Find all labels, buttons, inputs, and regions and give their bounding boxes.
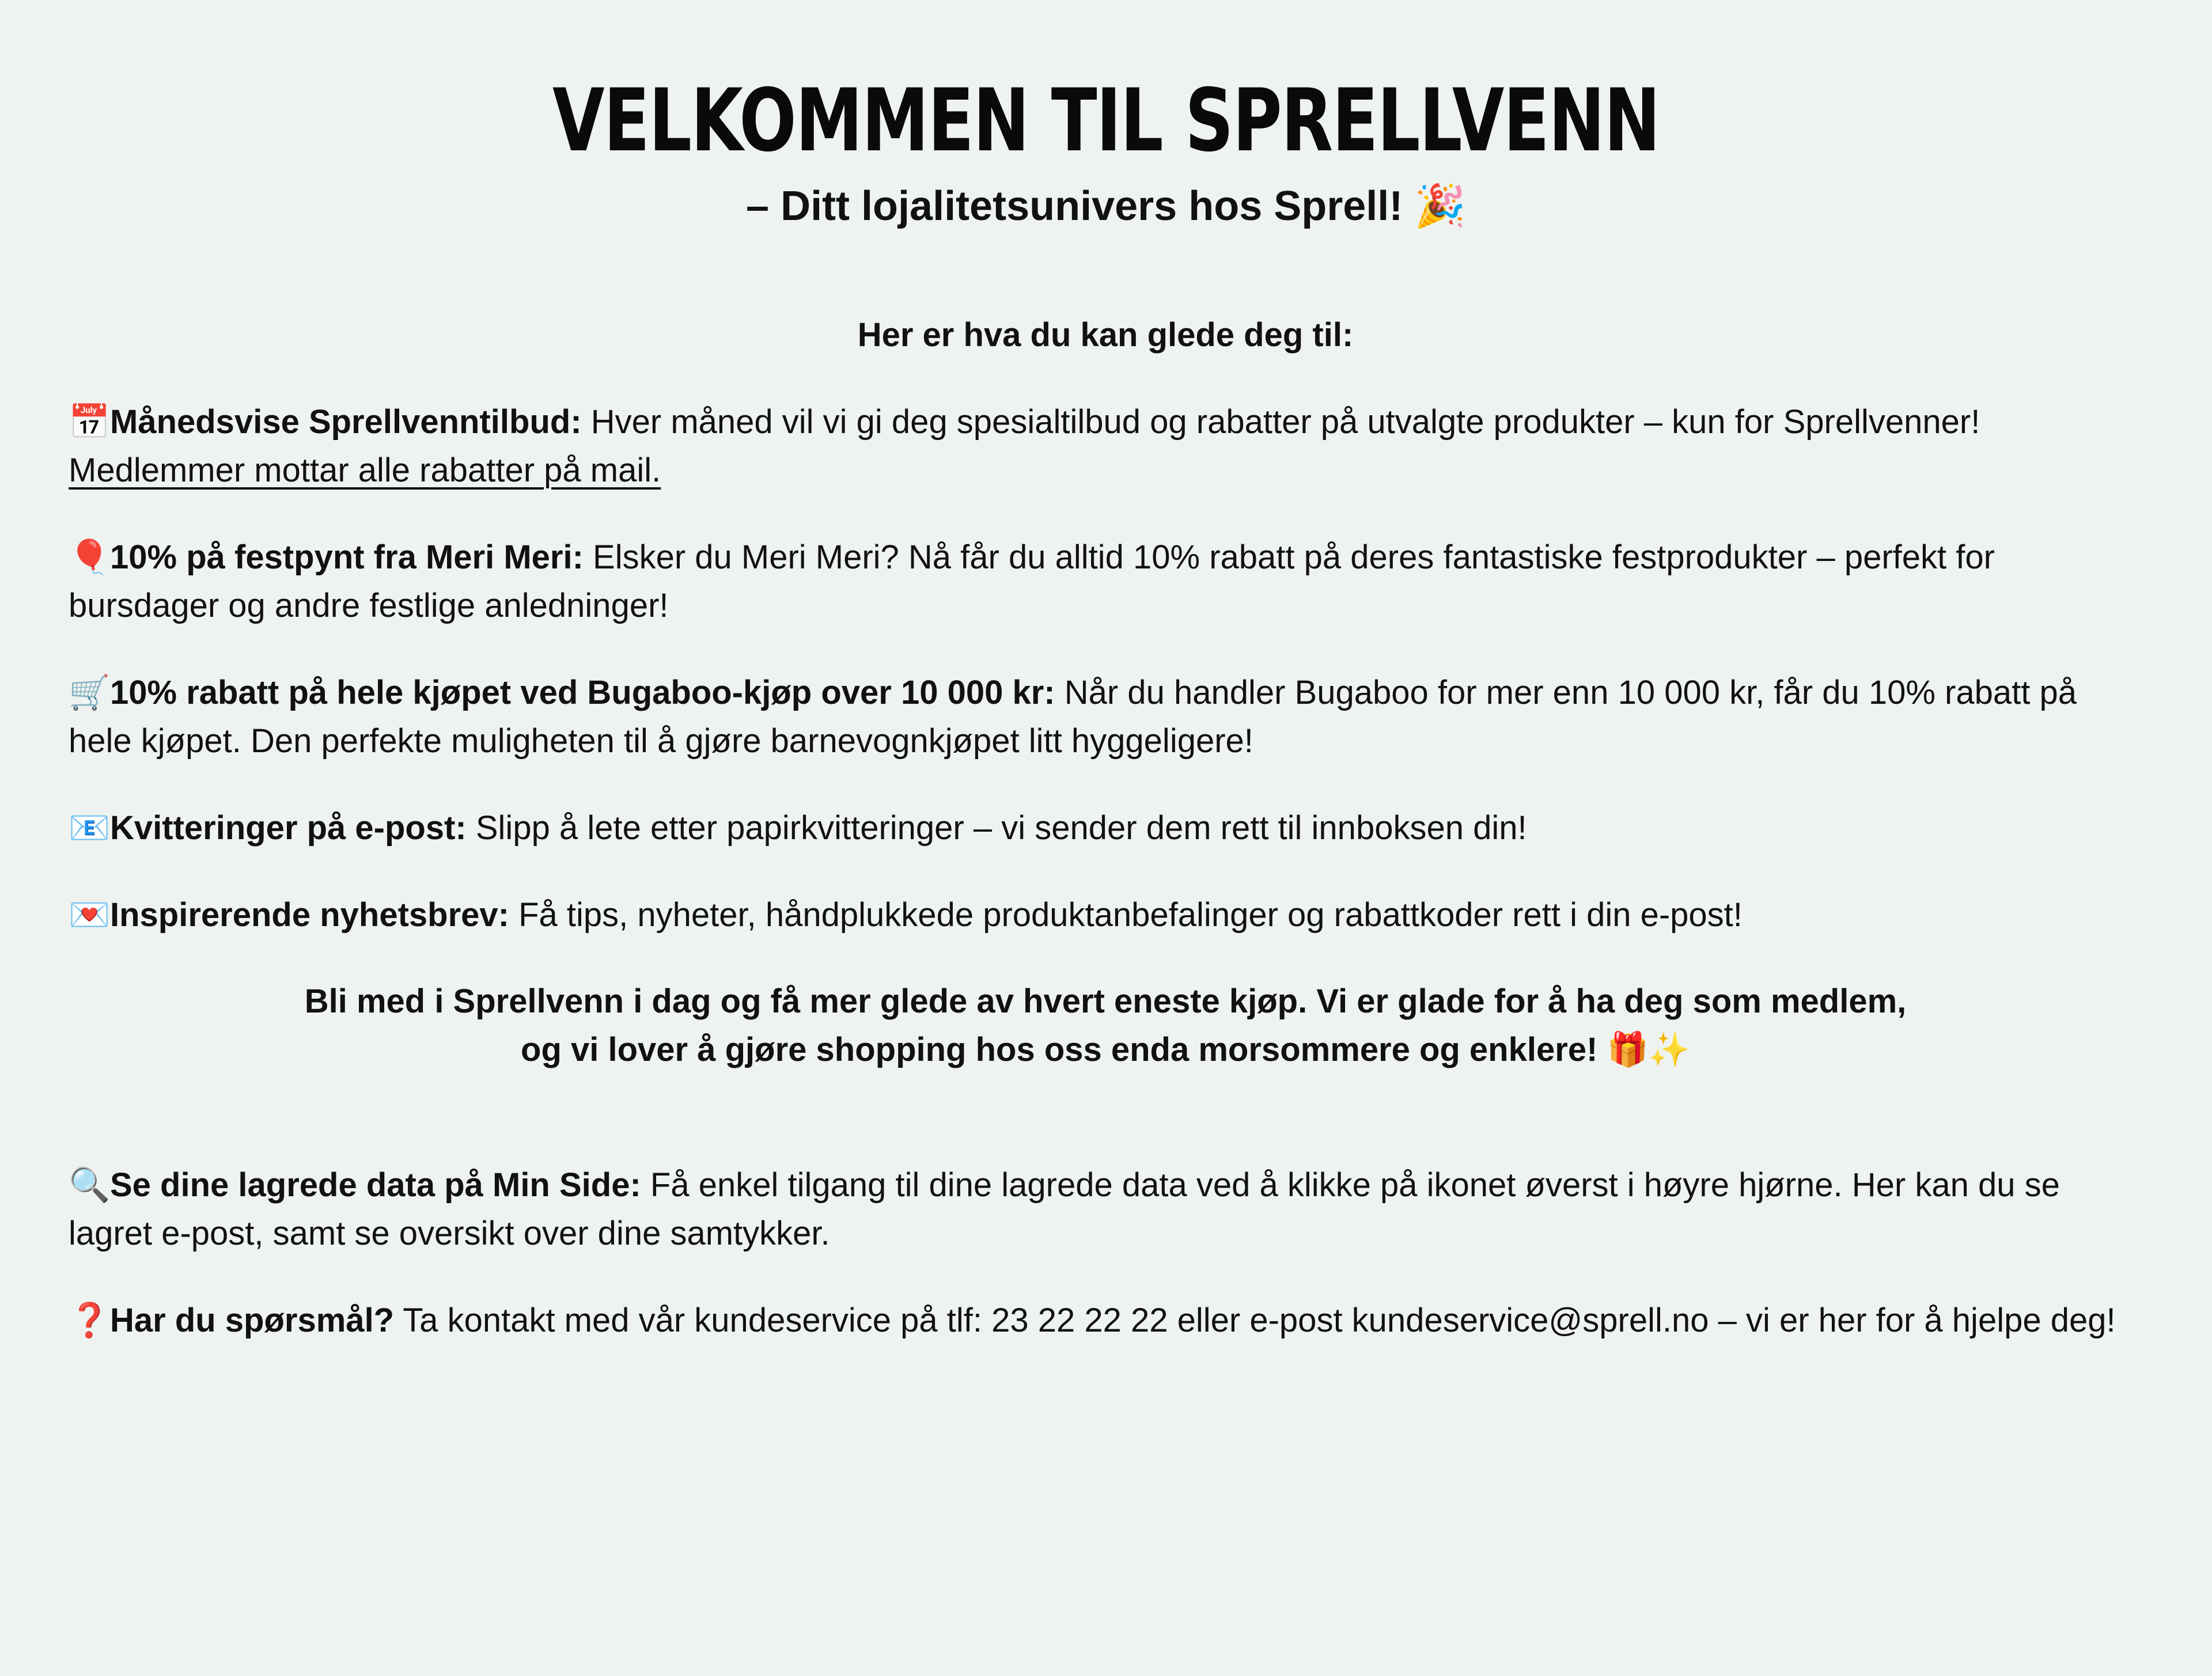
- page-title: VELKOMMEN TIL SPRELLVENN: [552, 71, 1660, 171]
- magnifier-icon: 🔍: [69, 1165, 111, 1204]
- email-icon: 📧: [69, 808, 111, 847]
- benefit-title: Månedsvise Sprellvenntilbud:: [110, 403, 582, 441]
- benefit-text: Få tips, nyheter, håndplukkede produktanbefalinger og rabattkoder rett i din e-post!: [509, 896, 1743, 934]
- shopping-cart-icon: 🛒: [69, 673, 111, 712]
- info-title: Har du spørsmål?: [110, 1302, 395, 1339]
- info-text: Ta kontakt med vår kundeservice på tlf: 23 22 22 22 eller e-post kundeservice@sprell.no – vi er her for å hjelpe deg!: [394, 1302, 2116, 1339]
- benefit-newsletter: [69, 890, 2142, 939]
- benefit-text: Når du handler Bugaboo for mer enn 10 000 kr, får du 10% rabatt på hele kjøpet. Den perfekte muligheten til å gjøre barnevognkjøpet litt hyggeligere!: [69, 674, 2077, 760]
- question-mark-icon: ❓: [69, 1300, 111, 1340]
- content: [69, 311, 2142, 1383]
- info-min-side: [69, 1161, 2142, 1258]
- info-title: Se dine lagrede data på Min Side:: [110, 1166, 641, 1204]
- benefit-bugaboo: [69, 668, 2142, 765]
- discounts-by-mail-link[interactable]: Medlemmer mottar alle rabatter på mail.: [69, 452, 661, 489]
- benefit-email-receipts: [69, 803, 2142, 852]
- header: [0, 69, 2212, 235]
- info-questions: [69, 1296, 2142, 1345]
- benefit-meri-meri: [69, 533, 2142, 630]
- benefit-text: Slipp å lete etter papirkvitteringer – vi sender dem rett til innboksen din!: [466, 809, 1527, 847]
- love-letter-icon: 💌: [69, 895, 111, 934]
- benefit-title: Kvitteringer på e-post:: [110, 809, 467, 847]
- benefit-title: 10% på festpynt fra Meri Meri:: [110, 539, 584, 576]
- benefit-monthly-offers: [69, 397, 2142, 495]
- balloon-icon: 🎈: [69, 537, 111, 577]
- benefit-title: 10% rabatt på hele kjøpet ved Bugaboo-kjøp over 10 000 kr:: [110, 674, 1055, 711]
- closing-message: [69, 977, 2142, 1074]
- benefit-title: Inspirerende nyhetsbrev:: [110, 896, 509, 934]
- closing-line-1: Bli med i Sprellvenn i dag og få mer glede av hvert eneste kjøp. Vi er glade for å ha deg som medlem,: [304, 983, 1907, 1020]
- info-text: Få enkel tilgang til dine lagrede data ved å klikke på ikonet øverst i høyre hjørne. Her kan du se lagret e-post, samt se oversikt over dine samtykker.: [69, 1166, 2060, 1252]
- intro-heading: Her er hva du kan glede deg til:: [857, 316, 1354, 354]
- benefit-text: Elsker du Meri Meri? Nå får du alltid 10% rabatt på deres fantastiske festprodukter – perfekt for bursdager og andre festlige anledninger!: [69, 539, 1995, 624]
- page-subtitle: – Ditt lojalitetsunivers hos Sprell! 🎉: [746, 183, 1466, 229]
- closing-line-2: og vi lover å gjøre shopping hos oss enda morsommere og enklere! 🎁✨: [521, 1031, 1690, 1068]
- benefit-text: Hver måned vil vi gi deg spesialtilbud og rabatter på utvalgte produkter – kun for Sprellvenner!: [581, 403, 1980, 441]
- calendar-icon: 📅: [69, 402, 111, 441]
